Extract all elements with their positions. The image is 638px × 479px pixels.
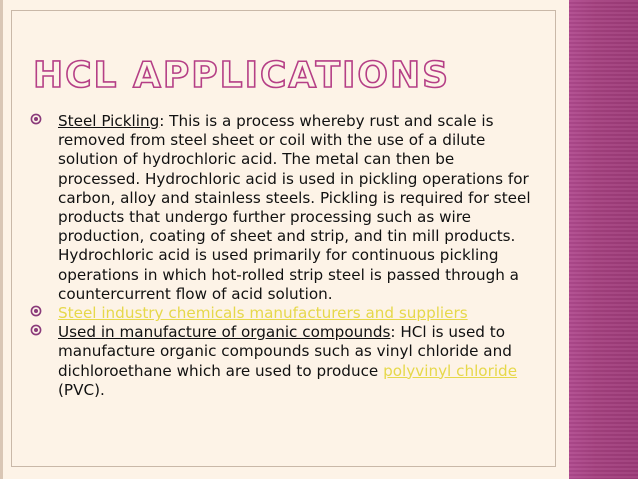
polyvinyl-chloride-link[interactable]: polyvinyl chloride xyxy=(383,361,518,380)
right-accent-texture xyxy=(569,0,638,479)
steel-industry-link[interactable]: Steel industry chemicals manufacturers and suppliers xyxy=(58,304,468,323)
circle-bullet-icon xyxy=(30,324,42,336)
list-item xyxy=(40,323,540,400)
circle-bullet-icon xyxy=(30,113,42,125)
item-text: HCl is used to manufacture organic compounds such as vinyl chloride and dichloroethane which are used to produce xyxy=(58,323,512,380)
bullet-list xyxy=(40,112,540,400)
circle-bullet-icon xyxy=(30,305,42,317)
item-text: This is a process whereby rust and scale is removed from steel sheet or coil with the use of a dilute solution of hydrochloric acid. The metal can then be processed. Hydrochloric acid is used in pickling operations for carbon, alloy and stainless steels. Pickling is required for steel products that undergo further processing such as wire production, coating of sheet and strip, and tin mill products. Hydrochloric acid is used primarily for continuous pickling operations in which hot-rolled strip steel is passed through a countercurrent flow of acid solution. xyxy=(58,112,531,303)
term-separator: : xyxy=(159,112,165,130)
left-border-line xyxy=(0,0,3,479)
term-steel-pickling: Steel Pickling xyxy=(58,112,160,130)
list-item xyxy=(40,112,540,304)
list-item xyxy=(40,304,540,323)
slide-title: HCL APPLICATIONS xyxy=(33,55,451,96)
term-organic-compounds: Used in manufacture of organic compounds xyxy=(58,323,391,342)
item-text-end: (PVC). xyxy=(58,380,105,399)
term-separator: : xyxy=(390,323,396,342)
